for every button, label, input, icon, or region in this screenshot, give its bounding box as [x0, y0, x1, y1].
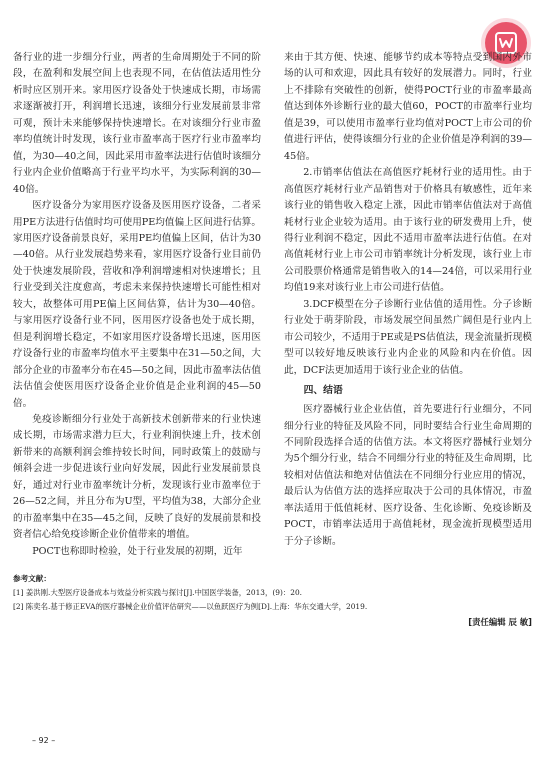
body-paragraph: 3.DCF模型在分子诊断行业估值的适用性。分子诊断行业处于萌芽阶段，市场发展空间虽然广阔但是行业内上市公司较少，不适用于PE或是PS估值法，现金流量折现模型可以较好地反映该行业内企业的风险和内在价值。因此，DCF法更加适用于该行业企业的估值。 — [284, 298, 532, 376]
page-number: – 92 – — [32, 736, 56, 745]
body-paragraph: 备行业的进一步细分行业，两者的生命周期处于不同的阶段，在盈利和发展空间上也表现不同，在估值法适用性分析时应区别开来。家用医疗设备处于快速成长期，市场需求逐渐被打开，利润增长迅速，该细分行业发展前景非常可观，预计未来能够保持快速增长。在对该细分行业市盈率均值统计时发现，该行业市盈率高于医疗行业市盈率均值，为30—40之间，因此采用市盈率法进行估值时该细分行业内企业价值略高于行业平均水平，为实际利润的30—40倍。 — [13, 52, 261, 195]
left-column — [13, 50, 261, 560]
references-title: 参考文献： — [13, 574, 51, 583]
right-column — [284, 50, 532, 550]
section-heading: 四、结语 — [303, 385, 343, 397]
reference-item: [2] 陈奕名.基于修正EVA的医疗器械企业价值评估研究——以鱼跃医疗为例[D].上海：华东交通大学，2019. — [13, 602, 368, 611]
reference-item: [1] 姜洪刚.大型医疗设备成本与效益分析实践与探讨[J].中国医学装备，2013，(9)：20. — [13, 588, 302, 597]
body-paragraph: POCT也称即时检验，处于行业发展的初期，近年 — [32, 545, 243, 557]
body-paragraph: 免疫诊断细分行业处于高新技术创新带来的行业快速成长期，市场需求潜力巨大，行业利润快速上升，技术创新带来的高额利润会维持较长时间，同时政策上的鼓励与倾斜会进一步促进该行业向好发展，因此行业发展前景良好，通过对行业市盈率统计分析，发现该行业市盈率位于26—52之间，并且分布为U型，平均值为38，大部分企业的市盈率集中在35—45之间，反映了良好的发展前景和投资者信心给免疫诊断企业价值带来的增值。 — [13, 413, 261, 541]
body-paragraph: 医疗设备分为家用医疗设备及医用医疗设备，二者采用PE方法进行估值时均可使用PE均值偏上区间进行估算。家用医疗设备前景良好，采用PE均值偏上区间，估计为30—40倍。从行业发展趋势来看，家用医疗设备行业目前仍处于快速发展阶段，营收和净利润增速相对快速增长；且行业受到关注度愈高，考虑未来保持快速增长可能性相对较大，故整体可用PE偏上区间估算，估计为30—40倍。与家用医疗设备行业不同，医用医疗设备也处于成长期，但是利润增长稳定，不如家用医疗设备增长迅速，医用医疗设备行业的市盈率均值水平主要集中在31—50之间，大部分企业的市盈率分布在45—50之间，因此市盈率法估值法估值会使医用医疗设备企业价值是企业利润的45—50倍。 — [13, 200, 261, 409]
body-paragraph: 2.市销率估值法在高值医疗耗材行业的适用性。由于高值医疗耗材行业产品销售对于价格具有敏感性，近年来该行业的销售收入稳定上涨，因此市销率估值法对于高值耗材行业企业较为适用。由于该行业的研发费用上升，使得行业利润不稳定，因此不适用市盈率法进行估值。在对高值耗材行业上市公司市销率统计分析发现，该行业上市公司股票价格通常是销售收入的14—24倍，可以采用行业均值19来对该行业上市公司进行估值。 — [284, 167, 532, 294]
body-paragraph: 来由于其方便、快速、能够节约成本等特点受到国内外市场的认可和欢迎，因此具有较好的发展潜力。同时，行业上不排除有突破性的创新，使得POCT行业的市盈率最高值达到体外诊断行业的最大值60，POCT的市盈率行业均值是39，可以使用市盈率行业均值对POCT上市公司的价值进行评估，使得该细分行业的企业价值是净利润的39—45倍。 — [284, 52, 532, 162]
body-paragraph: 医疗器械行业企业估值，首先要进行行业细分，不同细分行业的特征及风险不同，同时要结合行业生命周期的不同阶段选择合适的估值方法。本文将医疗器械行业划分为5个细分行业，结合不同细分行业的特征及生命周期，比较相对估值法和绝对估值法在不同细分行业应用的情况，最后认为估值方法的选择应取决于公司的具体情况，市盈率法适用于低值耗材、医疗设备、生化诊断、免疫诊断及POCT，市销率法适用于高值耗材，现金流折现模型适用于分子诊断。 — [284, 404, 532, 547]
responsible-editor: [责任编辑 辰 敏] — [468, 617, 532, 627]
references — [13, 572, 533, 614]
